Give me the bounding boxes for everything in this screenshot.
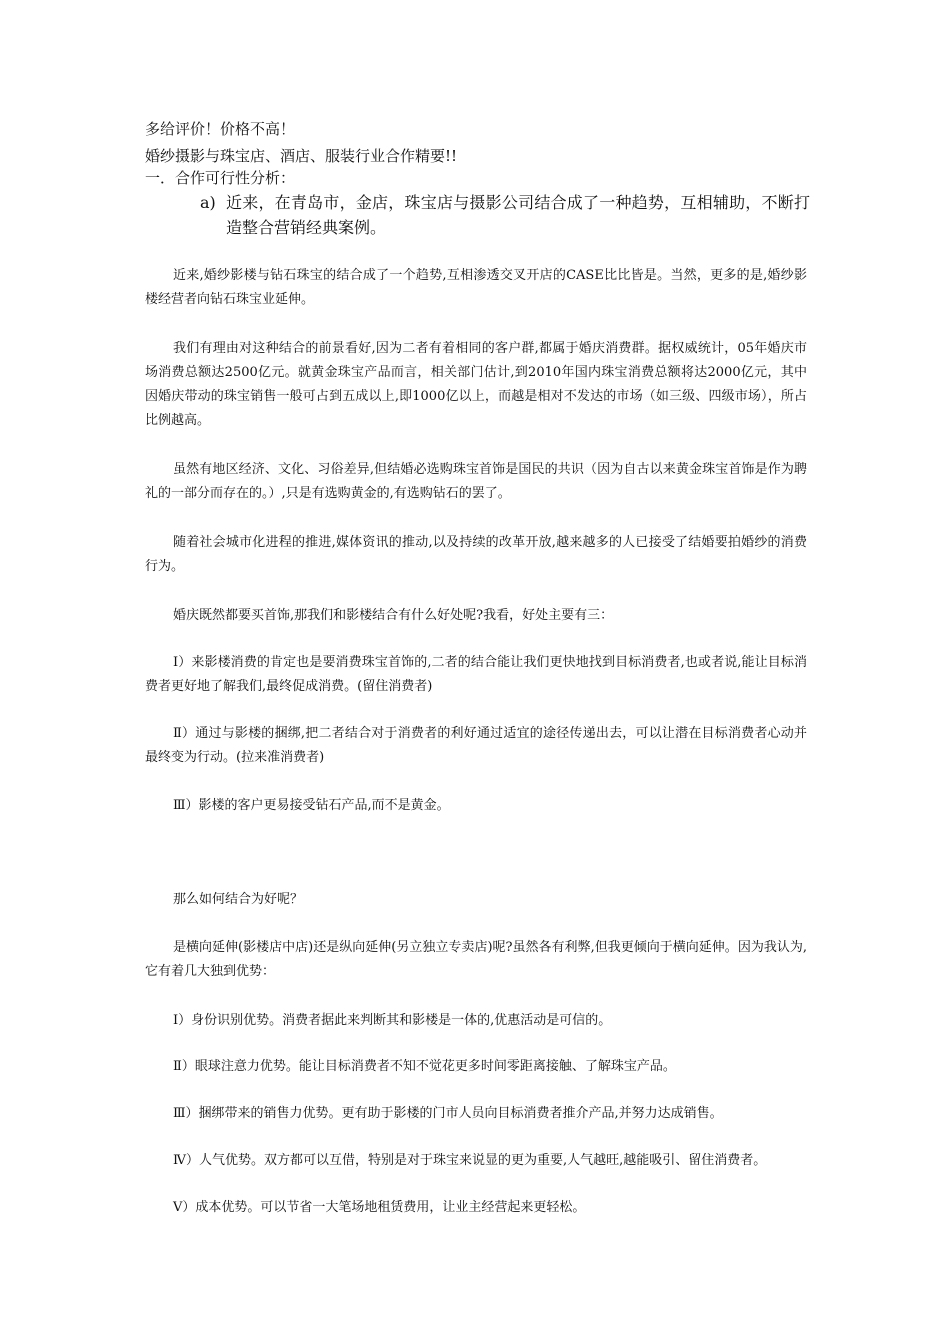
paragraph-14: Ⅳ）人气优势。双方都可以互借，特别是对于珠宝来说显的更为重要,人气越旺,越能吸引、留住消费者。 xyxy=(173,1153,767,1168)
paragraph-9: 那么如何结合为好呢？ xyxy=(173,892,304,907)
list-item-a xyxy=(200,190,810,240)
paragraph-10: 是横向延伸(影楼店中店)还是纵向延伸(另立独立专卖店)呢?虽然各有利弊,但我更倾向于横向延伸。因为我认为,它有着几大独到优势： xyxy=(145,940,807,979)
paragraph-12: Ⅱ）眼球注意力优势。能让目标消费者不知不觉花更多时间零距离接触、了解珠宝产品。 xyxy=(173,1059,676,1074)
list-marker: a) xyxy=(200,193,216,212)
paragraph-11: Ⅰ）身份识别优势。消费者据此来判断其和影楼是一体的,优惠活动是可信的。 xyxy=(173,1013,612,1028)
document-title: 婚纱摄影与珠宝店、酒店、服装行业合作精要!! xyxy=(145,147,458,165)
paragraph-5: 婚庆既然都要买首饰,那我们和影楼结合有什么好处呢?我看，好处主要有三： xyxy=(173,608,614,623)
paragraph-2: 我们有理由对这种结合的前景看好,因为二者有着相同的客户群,都属于婚庆消费群。据权威统计，05年婚庆市场消费总额达2500亿元。就黄金珠宝产品而言，相关部门估计,到2010年国内珠宝消费总额将达2000亿元，其中因婚庆带动的珠宝销售一般可占到五成以上,即1000亿以上，而越是相对不发达的市场（如三级、四级市场），所占比例越高。 xyxy=(145,341,807,428)
paragraph-15: Ⅴ）成本优势。可以节省一大笔场地租赁费用，让业主经营起来更轻松。 xyxy=(173,1200,586,1215)
paragraph-7: Ⅱ）通过与影楼的捆绑,把二者结合对于消费者的利好通过适宜的途径传递出去，可以让潜在目标消费者心动并最终变为行动。(拉来准消费者) xyxy=(145,726,807,765)
paragraph-4: 随着社会城市化进程的推进,媒体资讯的推动,以及持续的改革开放,越来越多的人已接受了结婚要拍婚纱的消费行为。 xyxy=(145,535,807,574)
list-item-text: 近来，在青岛市，金店，珠宝店与摄影公司结合成了一种趋势，互相辅助，不断打造整合营销经典案例。 xyxy=(226,193,810,237)
promo-line: 多给评价！价格不高！ xyxy=(145,120,296,138)
paragraph-13: Ⅲ）捆绑带来的销售力优势。更有助于影楼的门市人员向目标消费者推介产品,并努力达成销售。 xyxy=(173,1106,723,1121)
section-heading: 一．合作可行性分析： xyxy=(145,169,296,187)
paragraph-6: Ⅰ）来影楼消费的肯定也是要消费珠宝首饰的,二者的结合能让我们更快地找到目标消费者,也或者说,能让目标消费者更好地了解我们,最终促成消费。(留住消费者) xyxy=(145,655,807,694)
paragraph-8: Ⅲ）影楼的客户更易接受钻石产品,而不是黄金。 xyxy=(173,798,450,813)
paragraph-1: 近来,婚纱影楼与钻石珠宝的结合成了一个趋势,互相渗透交叉开店的CASE比比皆是。当然，更多的是,婚纱影楼经营者向钻石珠宝业延伸。 xyxy=(145,268,807,307)
paragraph-3: 虽然有地区经济、文化、习俗差异,但结婚必选购珠宝首饰是国民的共识（因为自古以来黄金珠宝首饰是作为聘礼的一部分而存在的。）,只是有选购黄金的,有选购钻石的罢了。 xyxy=(145,462,807,501)
